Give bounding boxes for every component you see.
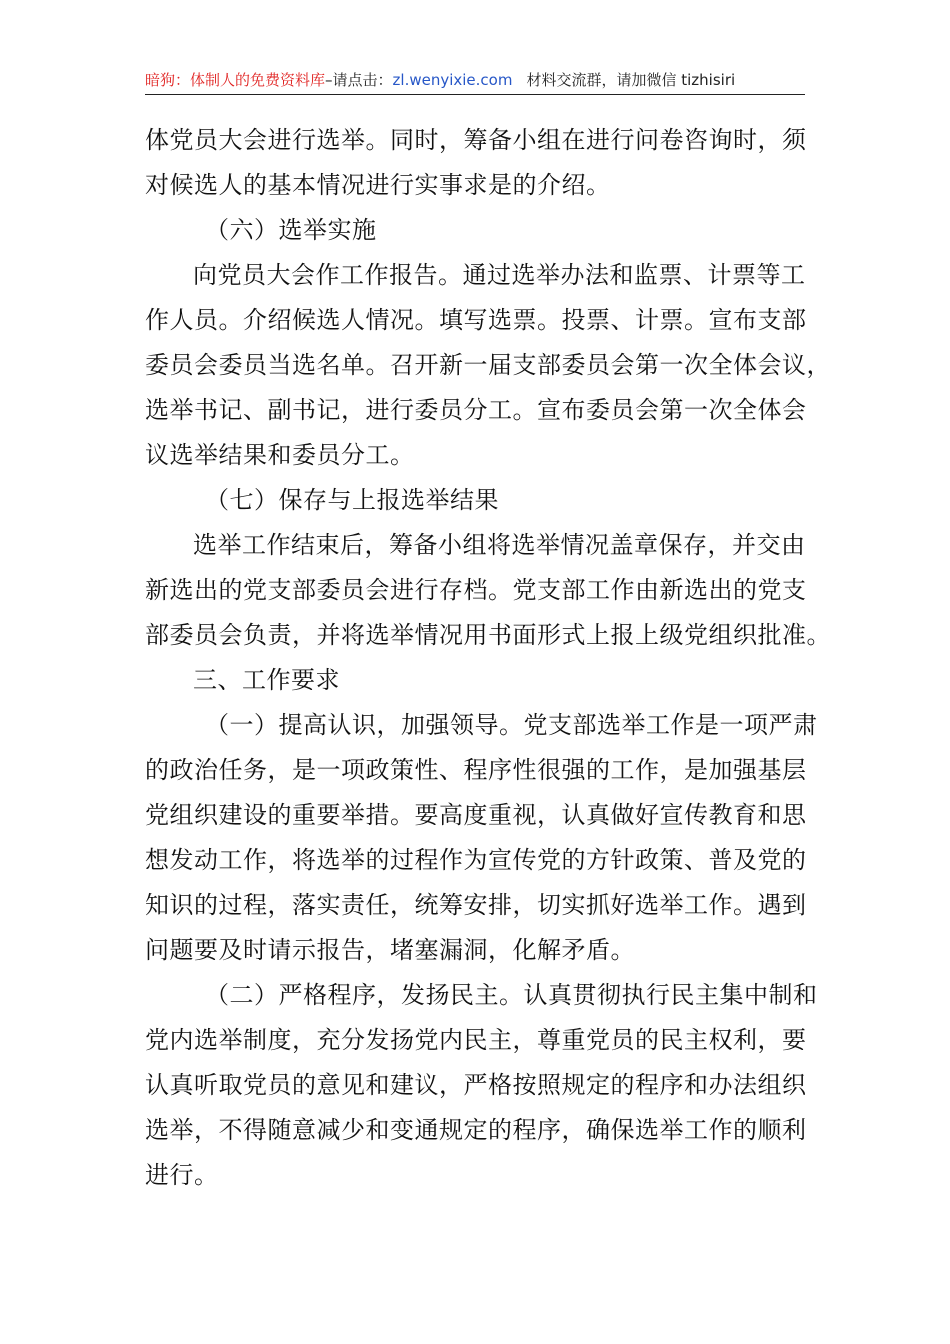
paragraph-continuation xyxy=(145,118,810,208)
section-heading-3: 三、工作要求 xyxy=(193,666,340,694)
text-line: 想发动工作，将选举的过程作为宣传党的方针政策、普及党的 xyxy=(145,846,807,874)
text-line: 向党员大会作工作报告。通过选举办法和监票、计票等工 xyxy=(193,261,806,289)
paragraph-requirement-1 xyxy=(145,703,818,973)
text-line: （二）严格程序，发扬民主。认真贯彻执行民主集中制和 xyxy=(205,981,818,1009)
text-line: 对候选人的基本情况进行实事求是的介绍。 xyxy=(145,171,611,199)
text-line: 进行。 xyxy=(145,1161,219,1189)
text-line: 认真听取党员的意见和建议，严格按照规定的程序和办法组织 xyxy=(145,1071,807,1099)
section-heading-6: （六）选举实施 xyxy=(205,216,377,244)
text-line: 党组织建设的重要举措。要高度重视，认真做好宣传教育和思 xyxy=(145,801,807,829)
text-line: 问题要及时请示报告，堵塞漏洞，化解矛盾。 xyxy=(145,936,635,964)
text-line: 委员会委员当选名单。召开新一届支部委员会第一次全体会议， xyxy=(145,351,831,379)
text-line: 议选举结果和委员分工。 xyxy=(145,441,415,469)
document-body xyxy=(145,118,831,1198)
header-url-link[interactable]: zl.wenyixie.com xyxy=(392,71,513,89)
text-line: 体党员大会进行选举。同时，筹备小组在进行问卷咨询时，须 xyxy=(145,126,807,154)
header-group-text: 材料交流群，请加微信 tizhisiri xyxy=(526,71,736,89)
text-line: 作人员。介绍候选人情况。填写选票。投票、计票。宣布支部 xyxy=(145,306,807,334)
text-line: 选举书记、副书记，进行委员分工。宣布委员会第一次全体会 xyxy=(145,396,807,424)
text-line: 的政治任务，是一项政策性、程序性很强的工作，是加强基层 xyxy=(145,756,807,784)
page-header xyxy=(145,68,805,95)
header-site-name: 暗狗：体制人的免费资料库 xyxy=(145,71,326,89)
paragraph-save-report xyxy=(145,523,831,658)
text-line: 选举工作结束后，筹备小组将选举情况盖章保存，并交由 xyxy=(193,531,806,559)
text-line: 新选出的党支部委员会进行存档。党支部工作由新选出的党支 xyxy=(145,576,807,604)
text-line: 部委员会负责，并将选举情况用书面形式上报上级党组织批准。 xyxy=(145,621,831,649)
paragraph-requirement-2 xyxy=(145,973,818,1198)
text-line: 知识的过程，落实责任，统筹安排，切实抓好选举工作。遇到 xyxy=(145,891,807,919)
text-line: 党内选举制度，充分发扬党内民主，尊重党员的民主权利，要 xyxy=(145,1026,807,1054)
paragraph-election-implementation xyxy=(145,253,831,478)
text-line: （一）提高认识，加强领导。党支部选举工作是一项严肃 xyxy=(205,711,818,739)
text-line: 选举，不得随意减少和变通规定的程序，确保选举工作的顺利 xyxy=(145,1116,807,1144)
header-click-prompt: –请点击： xyxy=(325,71,393,89)
section-heading-7: （七）保存与上报选举结果 xyxy=(205,486,499,514)
